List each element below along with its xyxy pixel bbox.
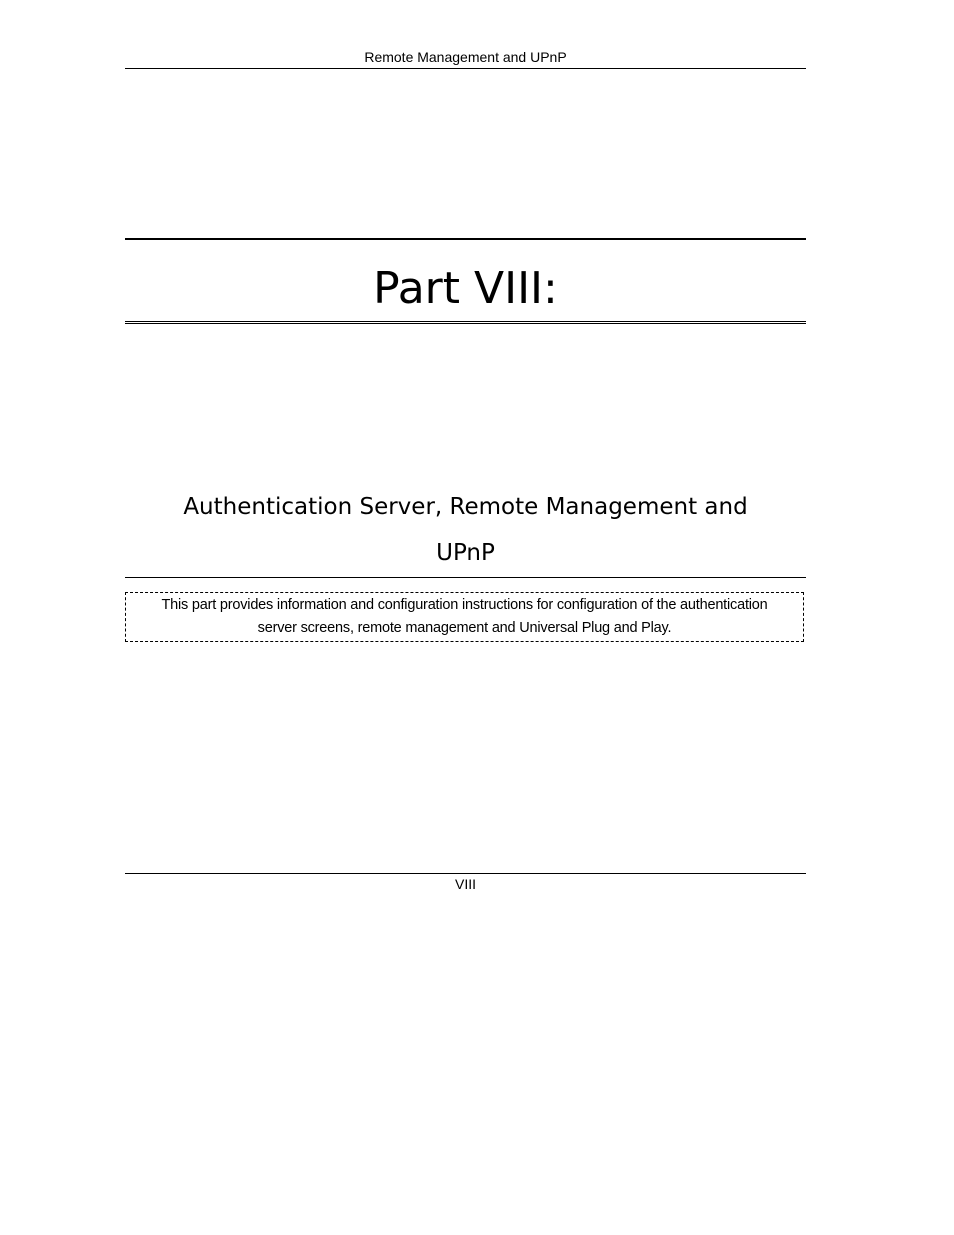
summary-line1: This part provides information and configuration instructions for configuration of the authentication: [161, 597, 768, 613]
page-number: VIII: [454, 876, 476, 892]
title-bottom-rule-2: [125, 323, 806, 324]
footer-rule: [125, 873, 806, 874]
section-title: [125, 484, 806, 576]
section-title-line1: Authentication Server, Remote Management and: [183, 494, 748, 520]
title-top-rule: [125, 238, 806, 240]
summary-line2: server screens, remote management and Universal Plug and Play.: [257, 620, 672, 636]
section-rule: [125, 577, 806, 578]
part-title: Part VIII:: [373, 263, 558, 314]
running-header: Remote Management and UPnP: [364, 49, 567, 65]
header-rule: [125, 68, 806, 69]
summary-box: [125, 592, 804, 642]
section-title-line2: UPnP: [436, 540, 495, 566]
title-bottom-rule-1: [125, 321, 806, 322]
